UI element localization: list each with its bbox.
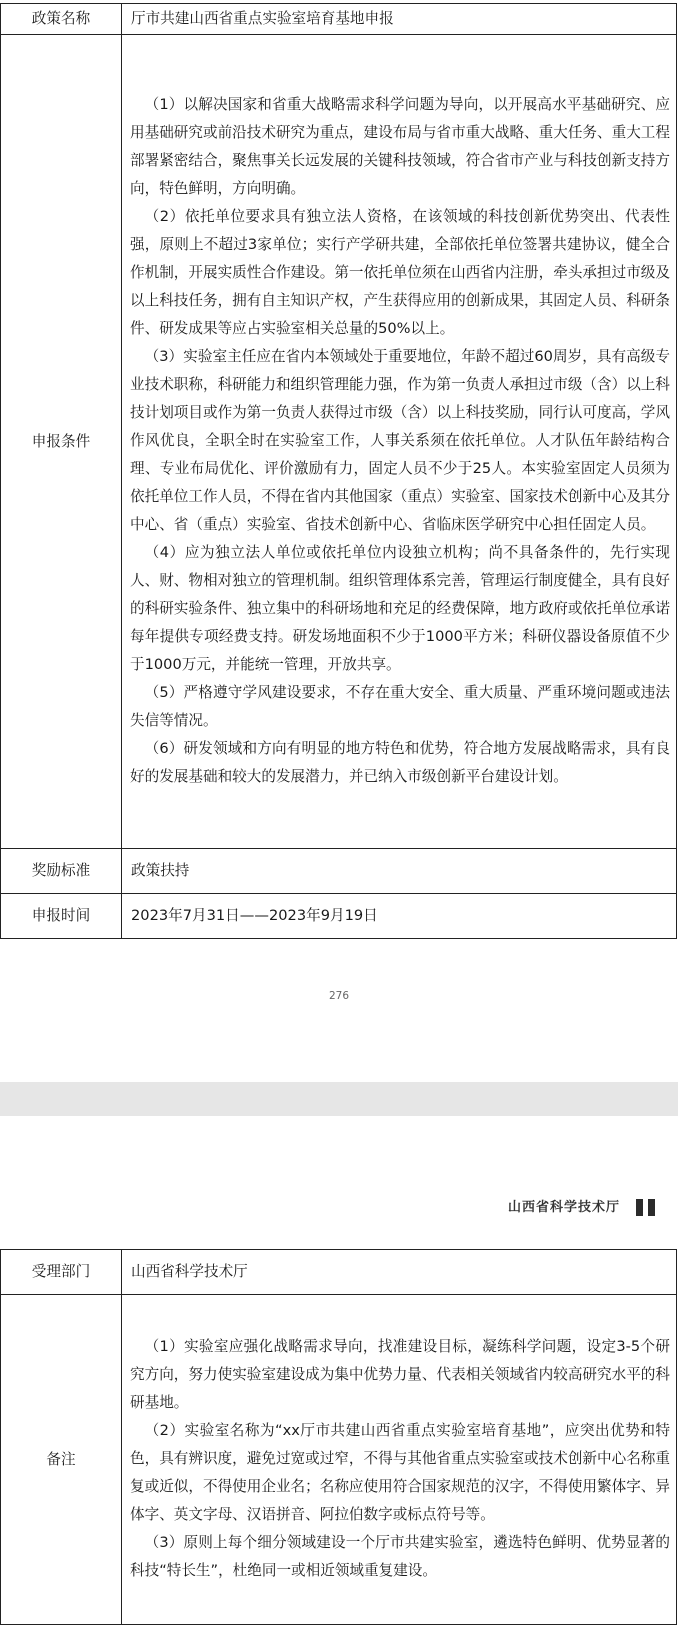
condition-paragraph-1: （1）以解决国家和省重大战略需求科学问题为导向，以开展高水平基础研究、应用基础研究或前沿技术研究为重点，建设布局与省市重大战略、重大任务、重大工程部署紧密结合，聚焦事关长远发展的关键科技领域，符合省市产业与科技创新支持方向，特色鲜明，方向明确。: [130, 96, 670, 197]
row-period: [1, 894, 677, 939]
row-reward: [1, 849, 677, 894]
condition-paragraph-5: （5）严格遵守学风建设要求，不存在重大安全、重大质量、严重环境问题或违法失信等情况。: [130, 684, 670, 729]
condition-paragraph-3: （3）实验室主任应在省内本领域处于重要地位，年龄不超过60周岁，具有高级专业技术职称，科研能力和组织管理能力强，作为第一负责人承担过市级（含）以上科技计划项目或作为第一负责人获得过市级（含）以上科技奖励，同行认可度高，学风作风优良，全职全时在实验室工作，人事关系须在依托单位。人才队伍年龄结构合理、专业布局优化、评价激励有力，固定人员不少于25人。本实验室固定人员须为依托单位工作人员，不得在省内其他国家（重点）实验室、国家技术创新中心及其分中心、省（重点）实验室、省技术创新中心、省临床医学研究中心担任固定人员。: [130, 348, 670, 533]
value-period: 2023年7月31日——2023年9月19日: [122, 894, 677, 939]
value-remarks: [122, 1295, 677, 1625]
value-conditions: [122, 35, 677, 849]
value-reward: 政策扶持: [122, 849, 677, 894]
row-conditions: [1, 35, 677, 849]
label-reward: 奖励标准: [1, 849, 122, 894]
page-separator: [0, 1082, 678, 1116]
condition-paragraph-6: （6）研发领域和方向有明显的地方特色和优势，符合地方发展战略需求，具有良好的发展基础和较大的发展潜力，并已纳入市级创新平台建设计划。: [130, 740, 670, 785]
value-policy-name: 厅市共建山西省重点实验室培育基地申报: [122, 4, 677, 35]
page-header-title: 山西省科学技术厅: [507, 1200, 620, 1215]
page-number: 276: [328, 990, 350, 1002]
header-bars-decoration: [636, 1199, 660, 1216]
document-page-277: [0, 1116, 678, 1613]
policy-table-page1: [0, 3, 677, 939]
condition-paragraph-2: （2）依托单位要求具有独立法人资格，在该领域的科技创新优势突出、代表性强，原则上不超过3家单位；实行产学研共建，全部依托单位签署共建协议，健全合作机制，开展实质性合作建设。第一依托单位须在山西省内注册，牵头承担过市级及以上科技任务，拥有自主知识产权，产生获得应用的创新成果，其固定人员、科研条件、研发成果等应占实验室相关总量的50%以上。: [130, 208, 670, 337]
policy-table-page2: [0, 1249, 677, 1625]
label-department: 受理部门: [1, 1250, 122, 1295]
remark-paragraph-3: （3）原则上每个细分领域建设一个厅市共建实验室，遴选特色鲜明、优势显著的科技“特长生”，杜绝同一或相近领域重复建设。: [130, 1534, 670, 1579]
remark-paragraph-2: （2）实验室名称为“xx厅市共建山西省重点实验室培育基地”，应突出优势和特色，具有辨识度，避免过宽或过窄，不得与其他省重点实验室或技术创新中心名称重复或近似，不得使用企业名；名称应使用符合国家规范的汉字，不得使用繁体字、异体字、英文字母、汉语拼音、阿拉伯数字或标点符号等。: [130, 1422, 670, 1523]
condition-paragraph-4: （4）应为独立法人单位或依托单位内设独立机构；尚不具备条件的，先行实现人、财、物相对独立的管理机制。组织管理体系完善，管理运行制度健全，具有良好的科研实验条件、独立集中的科研场地和充足的经费保障，地方政府或依托单位承诺每年提供专项经费支持。研发场地面积不少于1000平方米；科研仪器设备原值不少于1000万元，并能统一管理，开放共享。: [130, 544, 670, 673]
value-department: 山西省科学技术厅: [122, 1250, 677, 1295]
row-remarks: [1, 1295, 677, 1625]
label-conditions: 申报条件: [1, 35, 122, 849]
label-period: 申报时间: [1, 894, 122, 939]
row-policy-name: [1, 4, 677, 35]
label-remarks: 备注: [1, 1295, 122, 1625]
label-policy-name: 政策名称: [1, 4, 122, 35]
row-department: [1, 1250, 677, 1295]
remark-paragraph-1: （1）实验室应强化战略需求导向，找准建设目标，凝练科学问题，设定3-5个研究方向，努力使实验室建设成为集中优势力量、代表相关领域省内较高研究水平的科研基地。: [130, 1338, 670, 1411]
